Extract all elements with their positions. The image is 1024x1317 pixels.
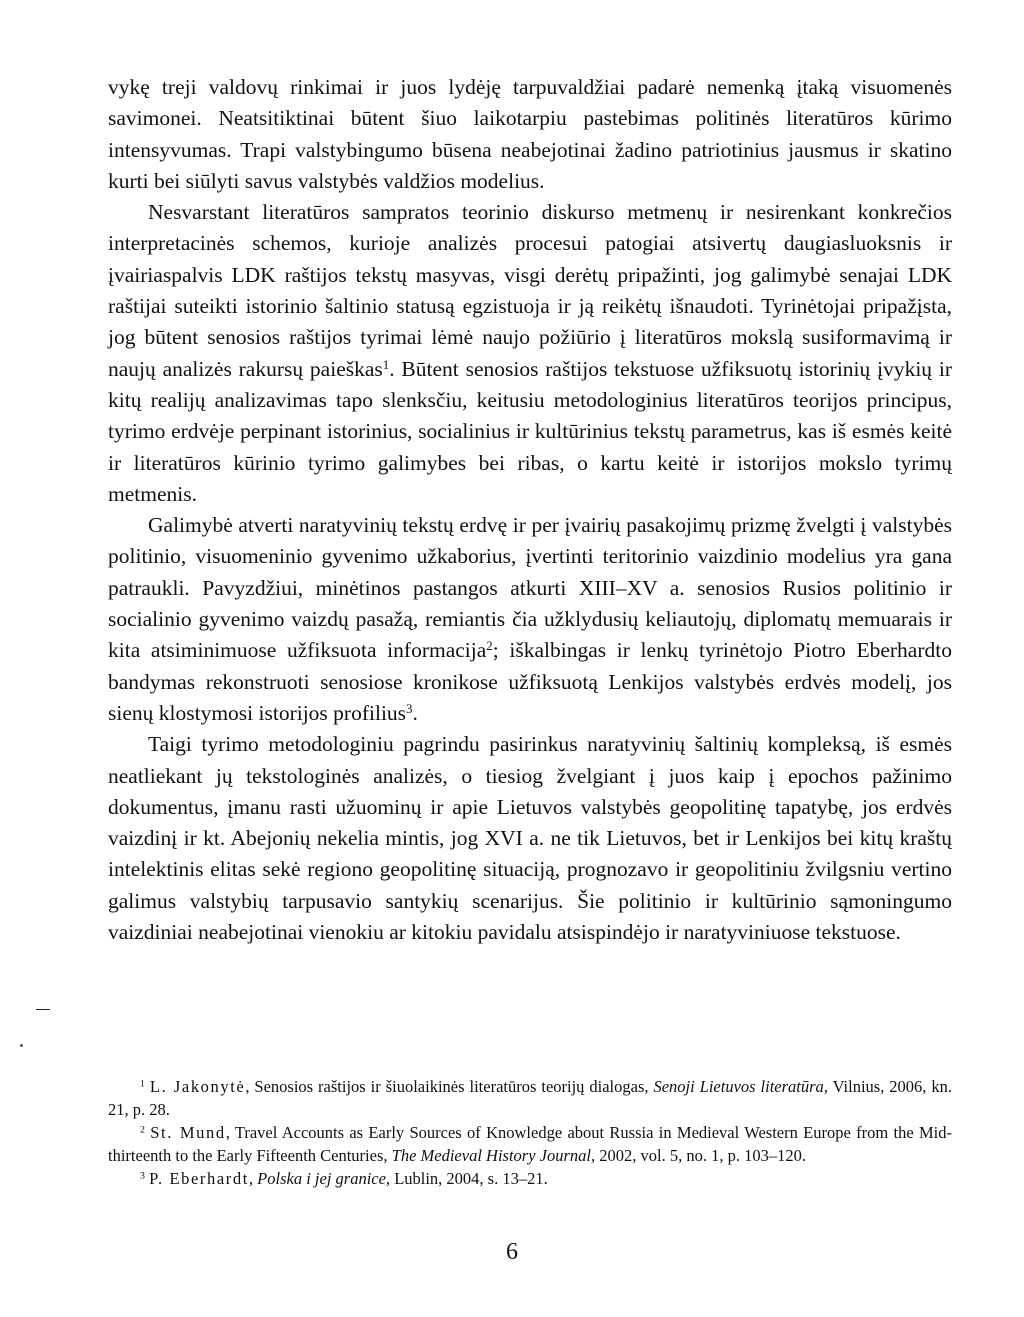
footnote-2-after: , 2002, vol. 5, no. 1, p. 103–120. (590, 1146, 806, 1165)
footnotes (108, 1075, 952, 1190)
footnote-2-title: The Medieval History Journal (391, 1146, 591, 1165)
paragraph-2-tail: . Būtent senosios raštijos tekstuose užfiksuotų istorinių įvykių ir kitų realijų analizavimas tapo slenksčiu, keitusiu metodologinius literatūros teorijos principus, tyrimo erdvėje perpinant istorinius, socialinius ir kultūrinius tekstų parametrus, kas iš esmės keitė ir literatūros kūrinio tyrimo galimybes bei ribas, o kartu keitė ir istorijos mokslo tyrimų metmenis. (108, 356, 952, 506)
footnote-mark-1: 1 (140, 1078, 145, 1090)
footnote-3 (108, 1167, 952, 1190)
footnote-2-before: , Travel Accounts as Early Sources of Knowledge about Russia in Medieval Western Europe from the Mid-thirteenth to the Early Fifteenth Centuries, (108, 1123, 953, 1165)
footnote-3-author: P. Eberhardt (149, 1169, 249, 1188)
paragraph-2 (108, 197, 952, 510)
page-number: 6 (506, 1239, 518, 1265)
paragraph-4 (108, 729, 952, 948)
footnote-1-title: Senoji Lietuvos literatūra (653, 1077, 824, 1096)
footnote-3-before: , (248, 1169, 258, 1188)
footnote-1-before: , Senosios raštijos ir šiuolaikinės literatūros teorijų dialogas, (245, 1077, 654, 1096)
footnote-3-title: Polska i jej granice (257, 1169, 386, 1188)
paragraph-4-text: Taigi tyrimo metodologiniu pagrindu pasirinkus naratyvinių šaltinių kompleksą, iš esmės neatliekant jų tekstologinės analizės, o tiesiog žvelgiant į juos kaip į epochos pažinimo dokumentus, įmanu rasti užuominų ir apie Lietuvos valstybės geopolitinę tapatybę, jos erdvės vaizdinį ir kt. Abejonių nekelia mintis, jog XVI a. ne tik Lietuvos, bet ir Lenkijos bei kitų kraštų intelektinis elitas sekė regiono geopolitinę situaciją, prognozavo ir geopolitiniu žvilgsniu vertino galimus valstybių tarpusavio santykių scenarijus. Šie politinio ir kultūrinio sąmoningumo vaizdiniai neabejotinai vienokiu ar kitokiu pavidalu atsispindėjo ir naratyviniuose tekstuose. (108, 732, 952, 945)
margin-dash-mark (36, 1009, 50, 1010)
paragraph-3-text: Galimybė atverti naratyvinių tekstų erdvę ir per įvairių pasakojimų prizmę žvelgti į valstybės politinio, visuomeninio gyvenimo užkaborius, įvertinti teritorinio vaizdinio modelius yra gana patraukli. Pavyzdžiui, minėtinos pastangos atkurti XIII–XV a. senosios Rusios politinio ir socialinio gyvenimo vaizdų pasažą, remiantis čia užklydusių keliautojų, diplomatų memuarais ir kita atsiminimuose užfiksuota informacija (108, 513, 952, 663)
paragraph-2-text: Nesvarstant literatūros sampratos teorinio diskurso metmenų ir nesirenkant konkrečios interpretacinės schemos, kurioje analizės procesui patogiai atsivertų daugiasluoksnis ir įvairiaspalvis LDK raštijos tekstų masyvas, visgi derėtų pripažinti, jog galimybė senajai LDK raštijai suteikti istorinio šaltinio statusą egzistuoja ir ją reikėtų išnaudoti. Tyrinėtojai pripažįsta, jog būtent senosios raštijos tyrimai lėmė naujo požiūrio į literatūros mokslą susiformavimą ir naujų analizės rakursų paieškas (108, 200, 952, 381)
paragraph-3-tail: ; iškalbingas ir lenkų tyrinėtojo Piotro Eberhardto bandymas rekonstruoti senosiose kronikose užfiksuotą Lenkijos valstybės erdvės modelį, jos sienų klostymosi istorijos profilius (108, 638, 952, 725)
paragraph-1-text: vykę treji valdovų rinkimai ir juos lydėję tarpuvaldžiai padarė nemenką įtaką visuomenės savimonei. Neatsitiktinai būtent šiuo laikotarpiu pastebimas politinės literatūros kūrimo intensyvumas. Trapi valstybingumo būsena neabejotinai žadino patriotinius jausmus ir skatino kurti bei siūlyti savus valstybės valdžios modelius. (108, 75, 952, 193)
footnote-2-author: St. Mund (150, 1123, 226, 1142)
paragraph-3 (108, 510, 952, 729)
main-text (108, 72, 952, 948)
paragraph-1 (108, 72, 952, 197)
footnote-3-after: , Lublin, 2004, s. 13–21. (385, 1169, 548, 1188)
footnote-ref-1[interactable]: 1 (382, 357, 390, 372)
footnote-2 (108, 1121, 952, 1167)
paragraph-3-tail-2: . (412, 700, 418, 725)
page-body (108, 72, 952, 948)
footnote-1-author: L. Jakonytė (149, 1077, 246, 1096)
footnote-1 (108, 1075, 952, 1121)
footnote-1-after: , Vilnius, 2006, kn. 21, p. 28. (108, 1077, 952, 1119)
footnote-mark-2: 2 (140, 1124, 145, 1136)
footnote-ref-2[interactable]: 2 (486, 639, 493, 654)
margin-dot-mark (20, 1044, 23, 1047)
footnote-ref-3[interactable]: 3 (406, 701, 413, 716)
footnote-mark-3: 3 (140, 1170, 145, 1182)
